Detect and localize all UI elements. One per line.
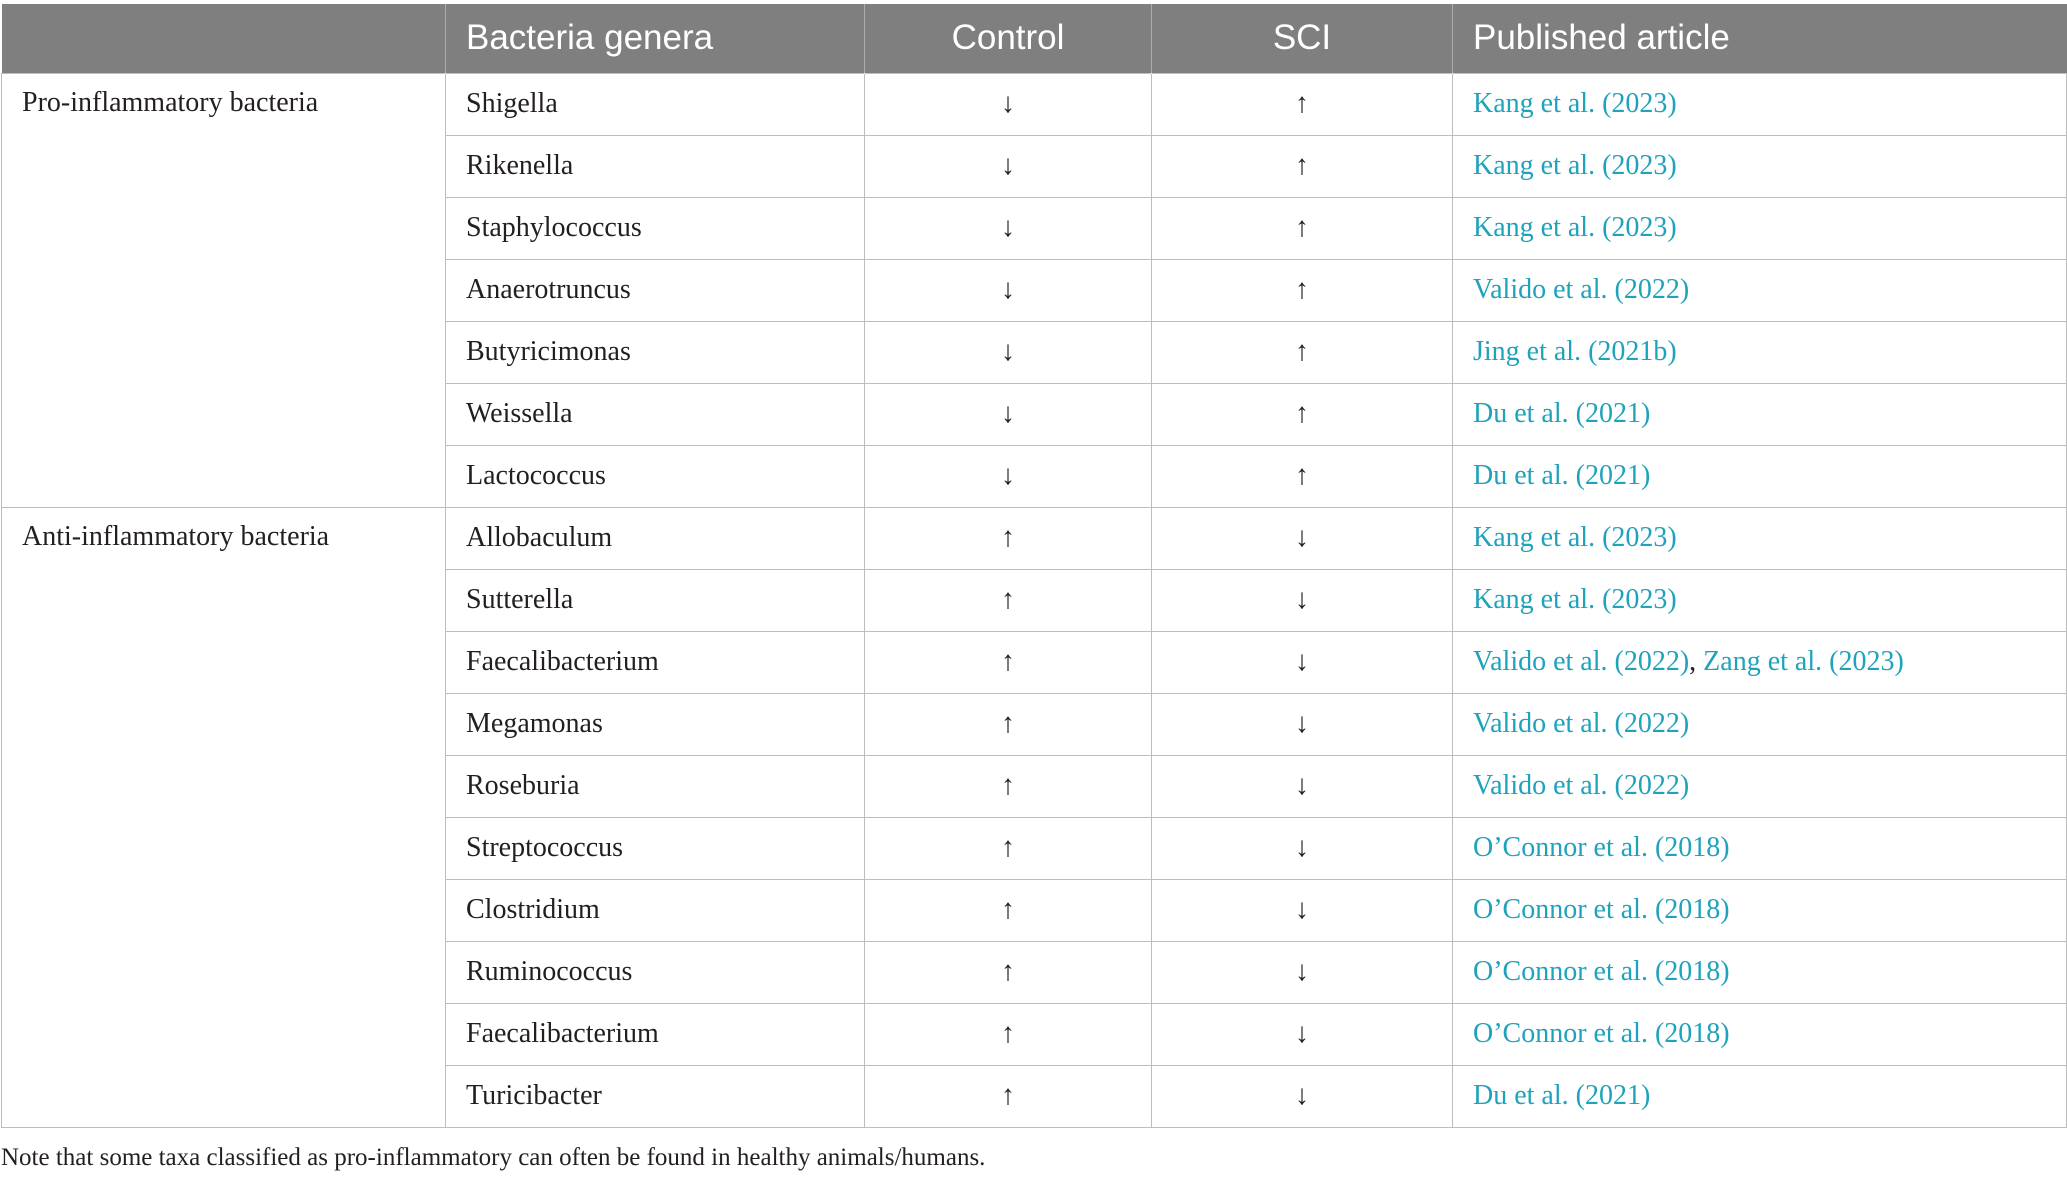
control-trend-cell: ↓: [865, 135, 1152, 197]
control-trend-cell: ↑: [865, 693, 1152, 755]
published-article-cell: [1453, 507, 2067, 569]
article-link[interactable]: Du et al. (2021): [1473, 1080, 1651, 1111]
sci-trend-cell: ↑: [1152, 383, 1453, 445]
genus-cell: Lactococcus: [446, 445, 865, 507]
genus-cell: Roseburia: [446, 755, 865, 817]
published-article-cell: [1453, 197, 2067, 259]
genus-cell: Faecalibacterium: [446, 631, 865, 693]
genus-cell: Clostridium: [446, 879, 865, 941]
group-label: Pro-inflammatory bacteria: [2, 73, 446, 507]
genus-cell: Turicibacter: [446, 1065, 865, 1127]
article-link[interactable]: Valido et al. (2022): [1473, 646, 1690, 677]
control-trend-cell: ↑: [865, 569, 1152, 631]
sci-trend-cell: ↑: [1152, 445, 1453, 507]
genus-cell: Faecalibacterium: [446, 1003, 865, 1065]
bacteria-table: [1, 4, 2067, 1128]
group-label: Anti-inflammatory bacteria: [2, 507, 446, 1127]
sci-trend-cell: ↓: [1152, 879, 1453, 941]
genus-cell: Streptococcus: [446, 817, 865, 879]
control-trend-cell: ↓: [865, 383, 1152, 445]
control-trend-cell: ↑: [865, 507, 1152, 569]
article-link[interactable]: O’Connor et al. (2018): [1473, 1018, 1730, 1049]
sci-trend-cell: ↑: [1152, 321, 1453, 383]
control-trend-cell: ↑: [865, 755, 1152, 817]
table-header: [2, 4, 2067, 73]
sci-trend-cell: ↓: [1152, 755, 1453, 817]
article-link[interactable]: Kang et al. (2023): [1473, 584, 1677, 615]
article-link[interactable]: Valido et al. (2022): [1473, 770, 1690, 801]
control-trend-cell: ↑: [865, 1003, 1152, 1065]
sci-trend-cell: ↓: [1152, 1003, 1453, 1065]
control-trend-cell: ↓: [865, 73, 1152, 135]
sci-trend-cell: ↑: [1152, 135, 1453, 197]
control-trend-cell: ↑: [865, 941, 1152, 1003]
sci-trend-cell: ↓: [1152, 507, 1453, 569]
article-link[interactable]: Kang et al. (2023): [1473, 522, 1677, 553]
published-article-cell: [1453, 445, 2067, 507]
control-trend-cell: ↓: [865, 259, 1152, 321]
genus-cell: Weissella: [446, 383, 865, 445]
article-link[interactable]: Kang et al. (2023): [1473, 212, 1677, 243]
table-row: [2, 73, 2067, 135]
genus-cell: Sutterella: [446, 569, 865, 631]
sci-trend-cell: ↓: [1152, 817, 1453, 879]
article-link[interactable]: Valido et al. (2022): [1473, 274, 1690, 305]
sci-trend-cell: ↓: [1152, 569, 1453, 631]
control-trend-cell: ↑: [865, 631, 1152, 693]
article-link[interactable]: O’Connor et al. (2018): [1473, 894, 1730, 925]
article-link[interactable]: Du et al. (2021): [1473, 398, 1651, 429]
sci-trend-cell: ↑: [1152, 73, 1453, 135]
article-link[interactable]: O’Connor et al. (2018): [1473, 956, 1730, 987]
genus-cell: Allobaculum: [446, 507, 865, 569]
sci-trend-cell: ↓: [1152, 941, 1453, 1003]
published-article-cell: [1453, 1003, 2067, 1065]
control-trend-cell: ↓: [865, 197, 1152, 259]
genus-cell: Ruminococcus: [446, 941, 865, 1003]
article-link[interactable]: Jing et al. (2021b): [1473, 336, 1677, 367]
control-trend-cell: ↓: [865, 445, 1152, 507]
published-article-cell: [1453, 1065, 2067, 1127]
published-article-cell: [1453, 135, 2067, 197]
genus-cell: Butyricimonas: [446, 321, 865, 383]
published-article-cell: [1453, 321, 2067, 383]
table-body: [2, 73, 2067, 1127]
table-row: [2, 507, 2067, 569]
column-header-sci: SCI: [1152, 4, 1453, 73]
control-trend-cell: ↑: [865, 879, 1152, 941]
article-link[interactable]: Zang et al. (2023): [1703, 646, 1904, 677]
article-separator: ,: [1689, 646, 1704, 677]
published-article-cell: [1453, 73, 2067, 135]
published-article-cell: [1453, 755, 2067, 817]
control-trend-cell: ↑: [865, 817, 1152, 879]
genus-cell: Anaerotruncus: [446, 259, 865, 321]
article-link[interactable]: Du et al. (2021): [1473, 460, 1651, 491]
sci-trend-cell: ↓: [1152, 693, 1453, 755]
genus-cell: Rikenella: [446, 135, 865, 197]
header-row: [2, 4, 2067, 73]
article-link[interactable]: Kang et al. (2023): [1473, 88, 1677, 119]
column-header-published-article: Published article: [1453, 4, 2067, 73]
sci-trend-cell: ↓: [1152, 1065, 1453, 1127]
published-article-cell: [1453, 383, 2067, 445]
sci-trend-cell: ↑: [1152, 197, 1453, 259]
article-link[interactable]: Valido et al. (2022): [1473, 708, 1690, 739]
table-note: Note that some taxa classified as pro-inflammatory can often be found in healthy animals/humans.: [1, 1144, 986, 1171]
published-article-cell: [1453, 259, 2067, 321]
column-header-group: [2, 4, 446, 73]
article-link[interactable]: Kang et al. (2023): [1473, 150, 1677, 181]
published-article-cell: [1453, 879, 2067, 941]
sci-trend-cell: ↓: [1152, 631, 1453, 693]
published-article-cell: [1453, 817, 2067, 879]
published-article-cell: [1453, 941, 2067, 1003]
table-container: [1, 4, 2067, 1128]
sci-trend-cell: ↑: [1152, 259, 1453, 321]
control-trend-cell: ↑: [865, 1065, 1152, 1127]
column-header-bacteria-genera: Bacteria genera: [446, 4, 865, 73]
published-article-cell: [1453, 569, 2067, 631]
published-article-cell: [1453, 693, 2067, 755]
genus-cell: Megamonas: [446, 693, 865, 755]
column-header-control: Control: [865, 4, 1152, 73]
article-link[interactable]: O’Connor et al. (2018): [1473, 832, 1730, 863]
genus-cell: Staphylococcus: [446, 197, 865, 259]
genus-cell: Shigella: [446, 73, 865, 135]
published-article-cell: [1453, 631, 2067, 693]
control-trend-cell: ↓: [865, 321, 1152, 383]
